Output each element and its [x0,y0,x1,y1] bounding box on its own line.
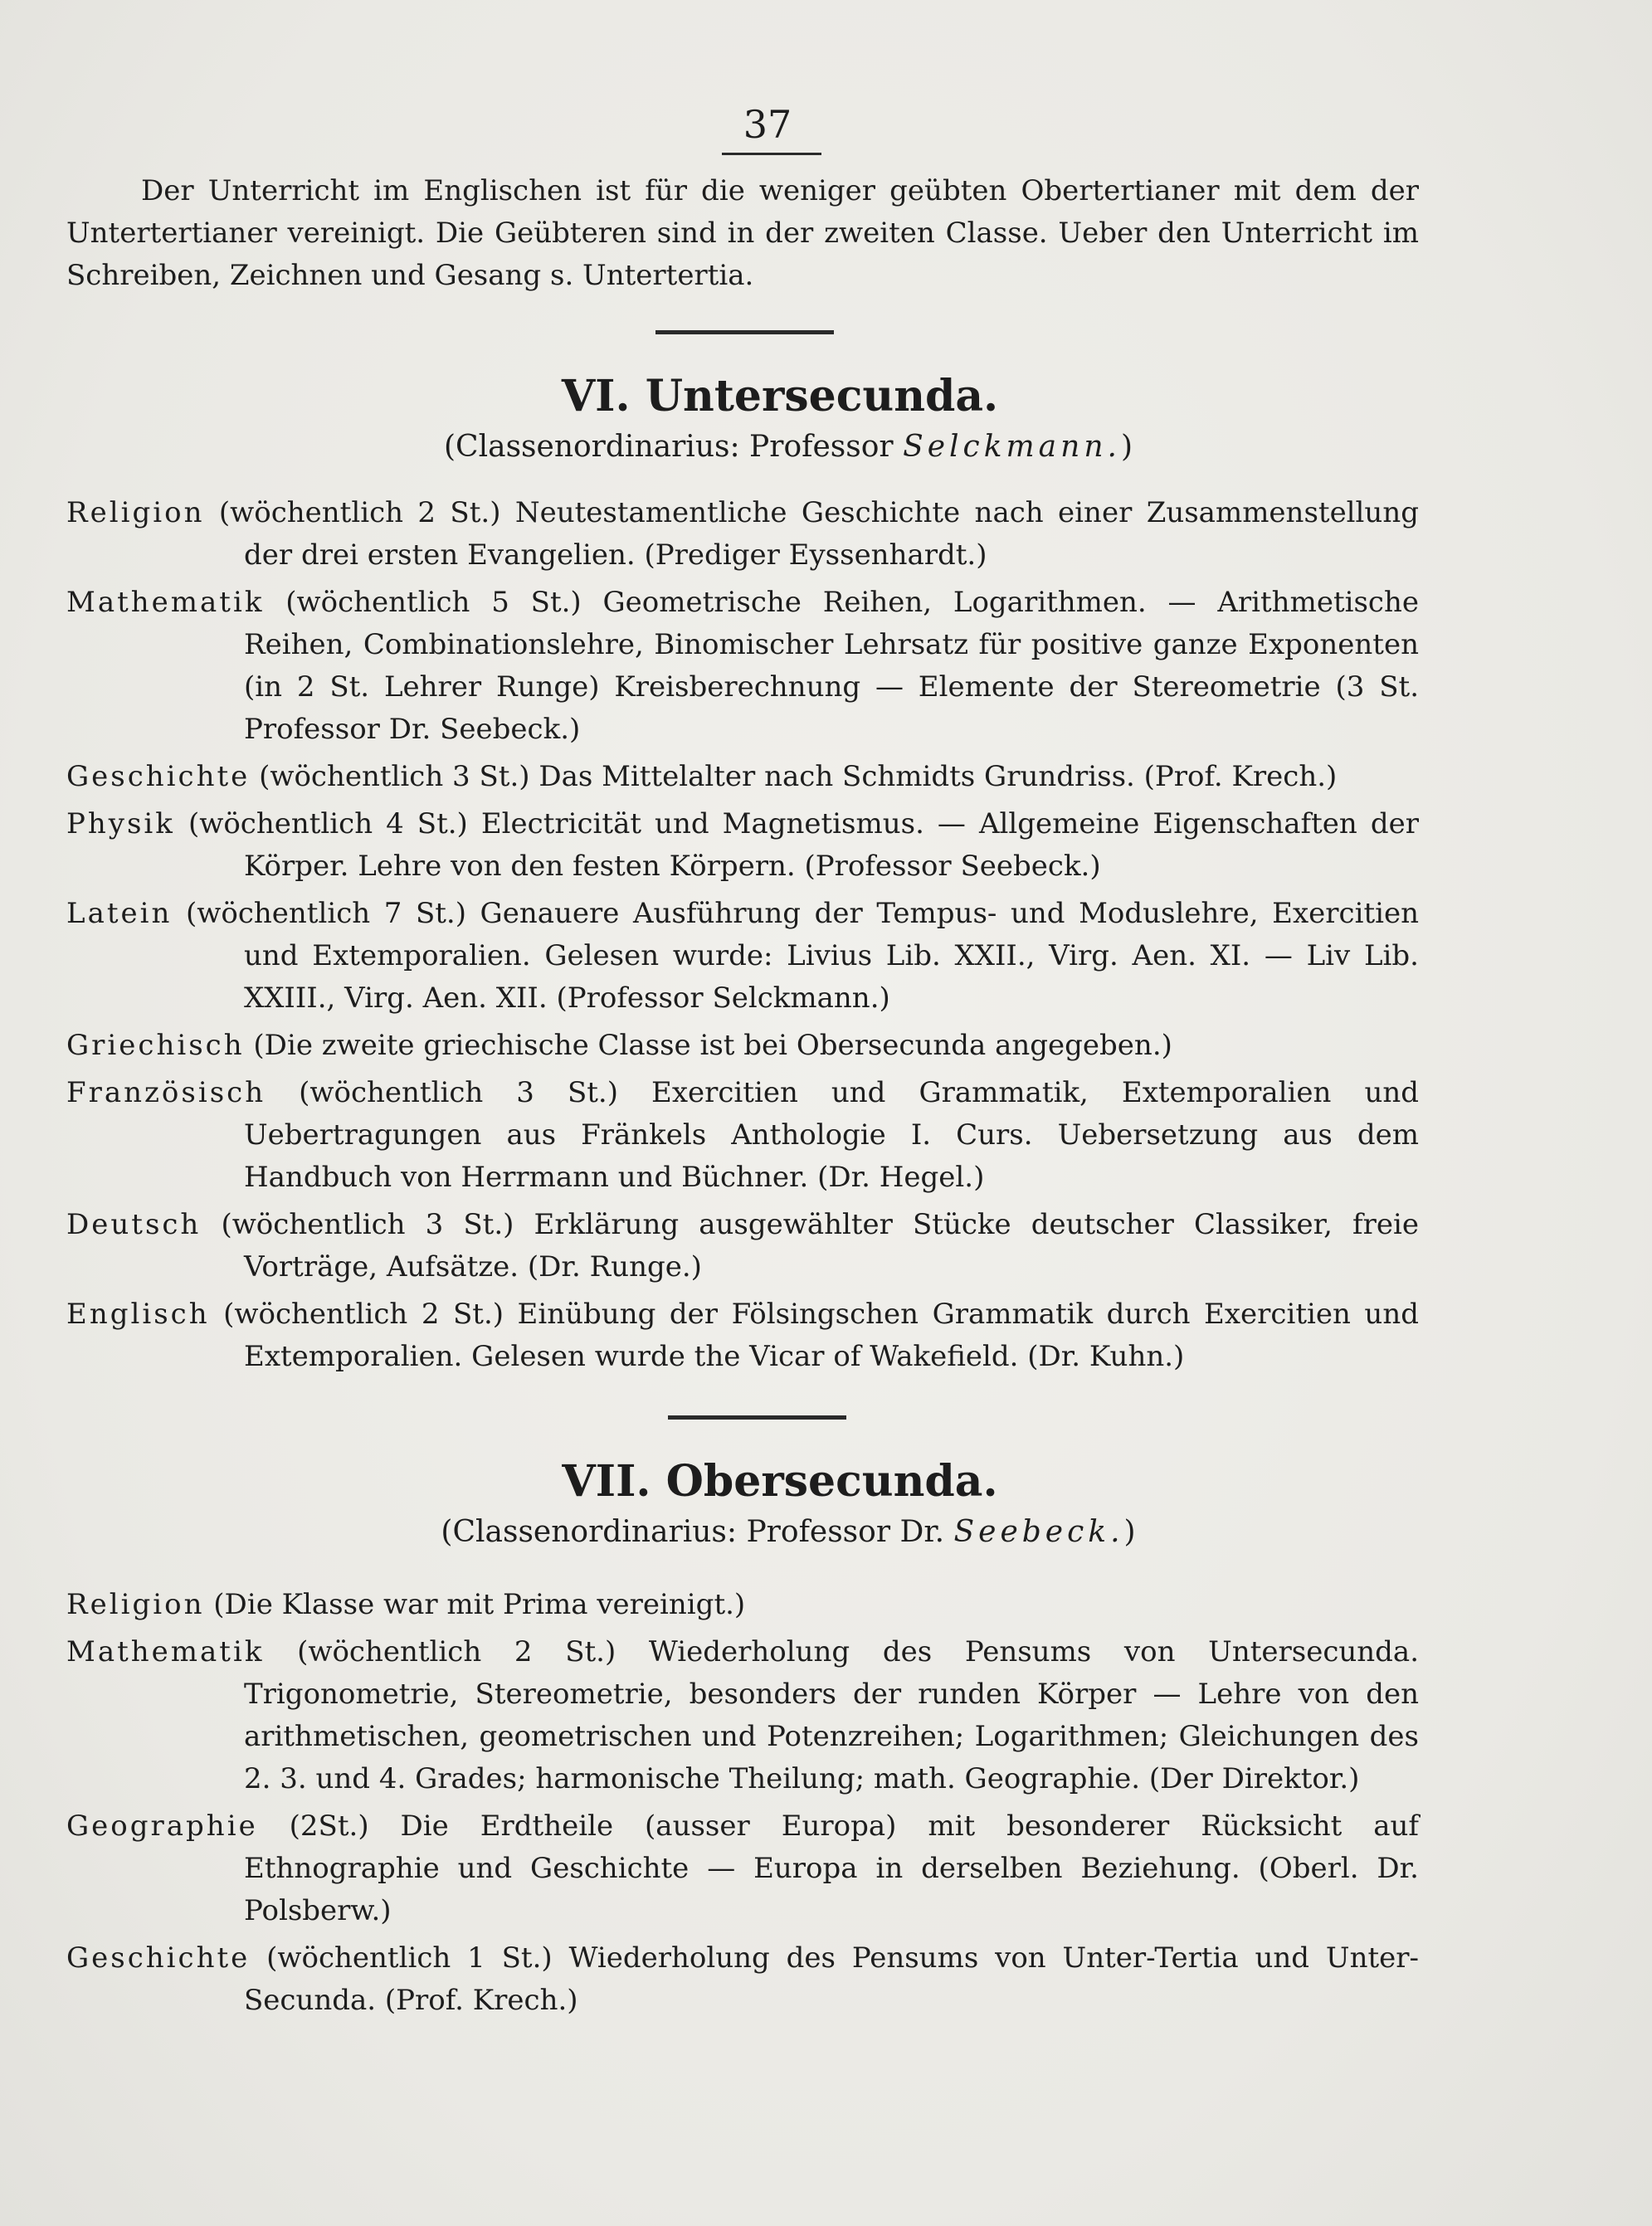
subject-text: (wöchentlich 2 St.) Wiederholung des Pensums von Untersecunda. Trigonometrie, Stereometrie, besonders der runden Körper — Lehre von den arithmetischen, geometrischen und Potenzreihen; Logarithmen; Gleichungen des 2. 3. und 4. Grades; harmonische Theilung; math. Geographie. (Der Direktor.) [244,1635,1419,1795]
subject-label: Englisch [66,1298,210,1331]
subject-entry [66,1805,1419,1932]
subject-entry [66,582,1419,751]
section-subtitle-7 [158,1511,1419,1554]
subject-label: Physik [66,807,175,840]
page-number: 37 [743,102,792,147]
section-7-entries [66,1584,1419,2022]
subject-entry [66,1293,1419,1378]
subject-label: Religion [66,1588,205,1621]
subject-text: (wöchentlich 3 St.) Das Mittelalter nach Schmidts Grundriss. (Prof. Krech.) [259,760,1338,793]
subtitle-name: Seebeck. [953,1515,1124,1549]
subject-label: Französisch [66,1076,266,1109]
subtitle-prefix: (Classenordinarius: Professor Dr. [441,1515,945,1549]
subject-text: (wöchentlich 3 St.) Erklärung ausgewählter Stücke deutscher Classiker, freie Vorträge, Aufsätze. (Dr. Runge.) [221,1208,1419,1283]
section-subtitle-6 [158,426,1419,469]
section-title-7: VII. Obersecunda. [562,1456,998,1507]
subject-text: (Die Klasse war mit Prima vereinigt.) [213,1588,746,1621]
section-divider [668,1415,846,1420]
subject-text: (2St.) Die Erdtheile (ausser Europa) mit besonderer Rücksicht auf Ethnographie und Geschichte — Europa in derselben Beziehung. (Oberl. Dr. Polsberw.) [244,1810,1420,1927]
subject-entry [66,1072,1419,1199]
subject-label: Mathematik [66,1635,265,1668]
subtitle-suffix: ) [1120,430,1133,464]
subject-entry [66,803,1419,888]
section-divider [655,330,834,334]
subject-label: Religion [66,496,205,529]
intro-paragraph [66,170,1419,297]
page-number-rule [722,153,821,155]
subject-label: Latein [66,897,173,930]
subject-entry [66,1631,1419,1800]
subject-text: (wöchentlich 2 St.) Neutestamentliche Geschichte nach einer Zusammenstellung der drei ersten Evangelien. (Prediger Eyssenhardt.) [218,496,1419,572]
subject-text: (wöchentlich 7 St.) Genauere Ausführung der Tempus- und Moduslehre, Exercitien und Extemporalien. Gelesen wurde: Livius Lib. XXII., Virg. Aen. XI. — Liv Lib. XXIII., Virg. Aen. XII. (Professor Selckmann.) [186,897,1419,1015]
subject-text: (wöchentlich 3 St.) Exercitien und Grammatik, Extemporalien und Uebertragungen aus Fränkels Anthologie I. Curs. Uebersetzung aus dem Handbuch von Herrmann und Büchner. (Dr. Hegel.) [244,1076,1419,1194]
subtitle-name: Selckmann. [903,430,1121,464]
subject-text: (wöchentlich 5 St.) Geometrische Reihen, Logarithmen. — Arithmetische Reihen, Combinationslehre, Binomischer Lehrsatz für positive ganze Exponenten (in 2 St. Lehrer Runge) Kreisberechnung — Elemente der Stereometrie (3 St. Professor Dr. Seebeck.) [244,586,1419,746]
subject-label: Deutsch [66,1208,202,1241]
subtitle-suffix: ) [1123,1515,1136,1549]
subject-label: Geographie [66,1810,258,1843]
section-6-entries [66,492,1419,1378]
subject-text: (Die zweite griechische Classe ist bei Obersecunda angegeben.) [253,1029,1172,1062]
subject-label: Geschichte [66,760,251,793]
subject-entry [66,1937,1419,2022]
subject-label: Geschichte [66,1941,251,1975]
section-title-6: VI. Untersecunda. [561,371,999,421]
subject-text: (wöchentlich 2 St.) Einübung der Fölsingschen Grammatik durch Exercitien und Extemporalien. Gelesen wurde the Vicar of Wakefield. (Dr. Kuhn.) [223,1298,1419,1373]
intro-text: Der Unterricht im Englischen ist für die weniger geübten Obertertianer mit dem der Untertertianer vereinigt. Die Geübteren sind in der zweiten Classe. Ueber den Unterricht im Schreiben, Zeichnen und Gesang s. Untertertia. [66,174,1419,292]
subject-entry [66,1204,1419,1288]
subject-entry [66,492,1419,577]
page-content [66,100,1419,2027]
subject-entry [66,1584,1419,1626]
subject-label: Griechisch [66,1029,245,1062]
subject-label: Mathematik [66,586,265,619]
subject-entry [66,1025,1419,1067]
subtitle-prefix: (Classenordinarius: Professor [444,430,894,464]
subject-entry [66,893,1419,1020]
subject-entry [66,756,1419,798]
subject-text: (wöchentlich 1 St.) Wiederholung des Pensums von Unter-Tertia und Unter-Secunda. (Prof. Krech.) [244,1941,1419,2017]
subject-text: (wöchentlich 4 St.) Electricität und Magnetismus. — Allgemeine Eigenschaften der Körper. Lehre von den festen Körpern. (Professor Seebeck.) [188,807,1419,883]
